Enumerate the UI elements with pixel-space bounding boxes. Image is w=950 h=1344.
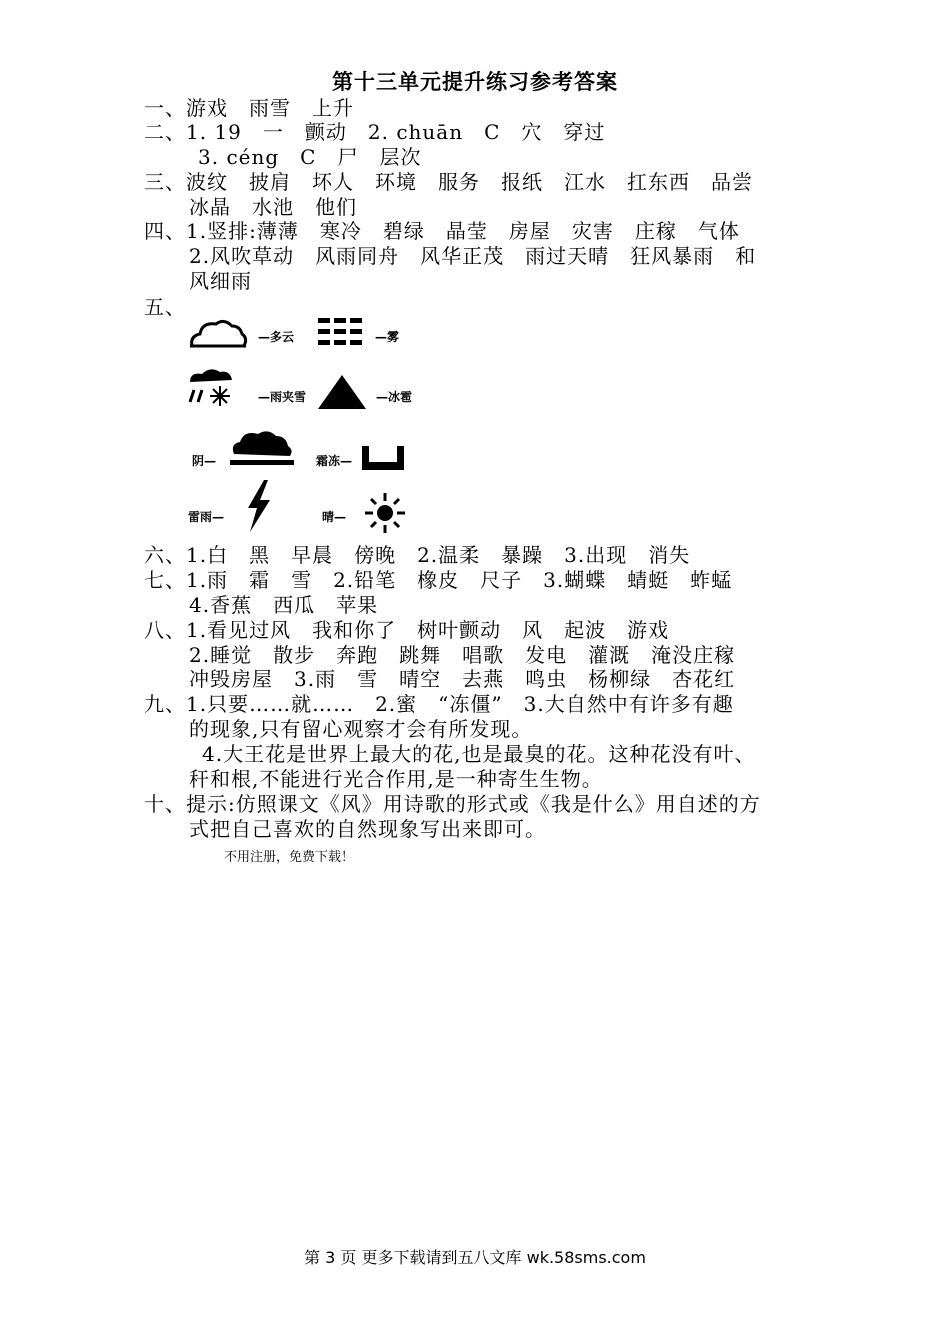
answer-line-2b: 3. céng C 尸 层次	[198, 145, 422, 169]
answer-line-4c: 风细雨	[189, 269, 252, 293]
label-thunder: 雷雨—	[188, 510, 225, 524]
label-sleet: —雨夹雪	[258, 390, 307, 404]
answer-line-9c: 4.大王花是世界上最大的花,也是最臭的花。这种花没有叶、	[202, 742, 756, 766]
label-hail: —冰雹	[376, 390, 413, 404]
answer-line-9: 九、1.只要……就…… 2.蜜 “冻僵” 3.大自然中有许多有趣	[144, 692, 734, 716]
answer-line-9d: 秆和根,不能进行光合作用,是一种寄生生物。	[189, 767, 603, 791]
sleet-icon	[188, 366, 240, 408]
answer-line-3b: 冰晶 水池 他们	[189, 195, 357, 219]
sun-icon	[364, 492, 406, 534]
answer-line-4: 四、1.竖排:薄薄 寒冷 碧绿 晶莹 房屋 灾害 庄稼 气体	[144, 219, 740, 243]
free-download-note: 不用注册，免费下载！	[224, 850, 355, 865]
page-title: 第十三单元提升练习参考答案	[332, 70, 618, 94]
answer-line-7: 七、1.雨 霜 雪 2.铅笔 橡皮 尺子 3.蝴蝶 蜻蜓 蚱蜢	[144, 568, 733, 592]
answer-line-7b: 4.香蕉 西瓜 苹果	[189, 593, 379, 617]
overcast-icon	[228, 428, 296, 470]
page-footer: 第 3 页 更多下载请到五八文库 wk.58sms.com	[304, 1248, 646, 1267]
label-fog: —雾	[375, 330, 400, 344]
answer-line-8: 八、1.看见过风 我和你了 树叶颤动 风 起波 游戏	[144, 618, 670, 642]
answer-line-5: 五、	[144, 295, 186, 319]
answer-line-4b: 2.风吹草动 风雨同舟 风华正茂 雨过天晴 狂风暴雨 和	[189, 244, 757, 268]
cloud-icon	[188, 316, 248, 352]
answer-line-10: 十、提示:仿照课文《风》用诗歌的形式或《我是什么》用自述的方	[144, 792, 761, 816]
answer-line-2: 二、1. 19 一 颤动 2. chuān C 穴 穿过	[144, 120, 606, 144]
answer-line-8b: 2.睡觉 散步 奔跑 跳舞 唱歌 发电 灌溉 淹没庄稼	[189, 643, 736, 667]
answer-line-3: 三、波纹 披肩 坏人 环境 服务 报纸 江水 扛东西 品尝	[144, 170, 753, 194]
frost-icon	[362, 446, 404, 470]
label-overcast: 阴—	[192, 454, 217, 468]
answer-line-8c: 冲毁房屋 3.雨 雪 晴空 去燕 鸣虫 杨柳绿 杏花红	[189, 667, 736, 691]
label-cloudy: —多云	[258, 330, 295, 344]
label-sunny: 晴—	[322, 510, 347, 524]
answer-line-1: 一、游戏 雨雪 上升	[144, 96, 354, 120]
lightning-icon	[244, 480, 272, 532]
answer-line-6: 六、1.白 黑 早晨 傍晚 2.温柔 暴躁 3.出现 消失	[144, 543, 691, 567]
answer-line-10b: 式把自己喜欢的自然现象写出来即可。	[189, 817, 546, 841]
hail-icon	[318, 375, 366, 409]
answer-line-9b: 的现象,只有留心观察才会有所发现。	[189, 717, 533, 741]
fog-icon	[318, 318, 364, 346]
label-frost: 霜冻—	[316, 454, 353, 468]
